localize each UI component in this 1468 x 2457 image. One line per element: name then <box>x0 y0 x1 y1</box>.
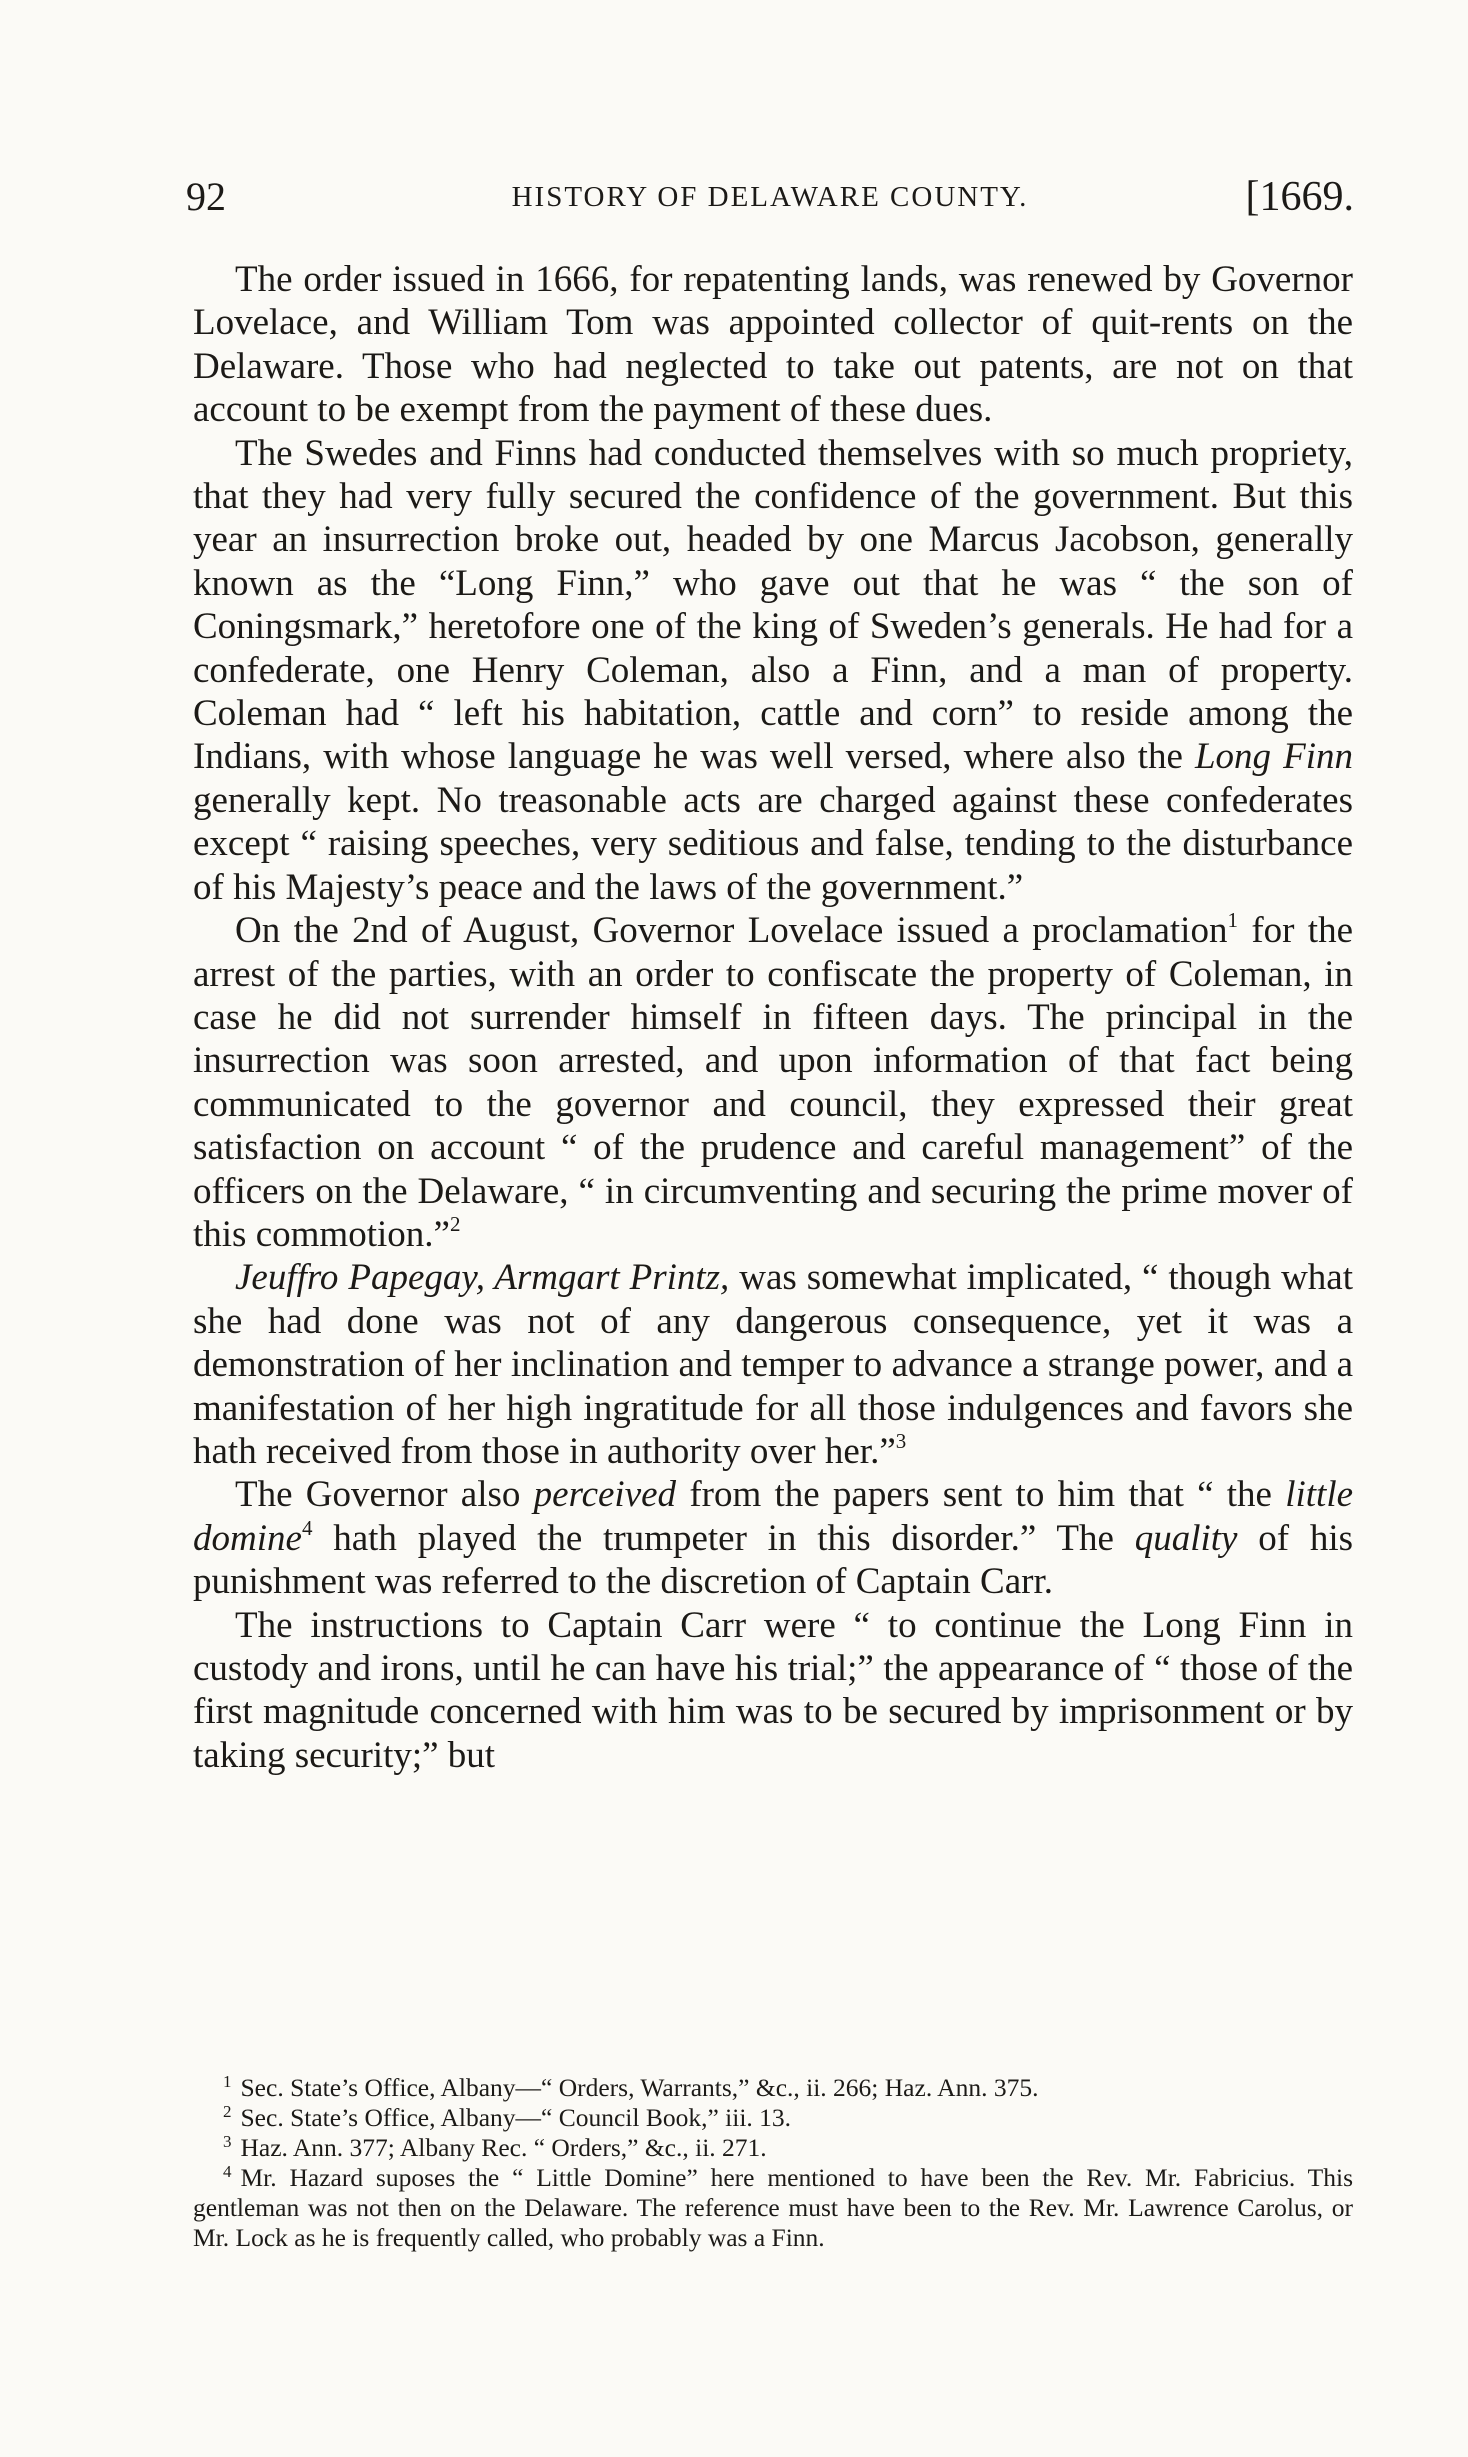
footnote-mark: 1 <box>223 2072 232 2091</box>
paragraph-armgart-printz: Jeuffro Papegay, Armgart Printz, was somewhat implicated, “ though what she had done was not of any dangerous consequence, yet it was a demonstration of her inclination and temper to advance a strange power, and a manifestation of her high ingratitude for all those indulgences and favors she hath received from those in authority over her.”$^3$ <box>193 1257 1353 1472</box>
footnote-ref-1[interactable]: 1 <box>1227 908 1238 933</box>
footnote-mark: 4 <box>223 2162 232 2181</box>
italic-perceived: perceived <box>533 1474 677 1516</box>
footnote-ref-4[interactable]: 4 <box>301 1515 313 1540</box>
italic-long-finn: Long Finn <box>1194 736 1353 778</box>
body-text <box>193 258 1353 1777</box>
footnote: $^4$ Mr. Hazard suposes the “ Little Domine” here mentioned to have been the Rev. Mr. Fabricius. This gentleman was not then on the Delaware. The reference must have been to the Rev. Mr. Lawrence Carolus, or Mr. Lock as he is frequently called, who probably was a Finn. <box>193 2162 1353 2252</box>
paragraph-repatenting: The order issued in 1666, for repatenting lands, was renewed by Governor Lovelace, and William Tom was appointed collector of quit-rents on the Delaware. Those who had neglected to take out patents, are not on that account to be exempt from the payment of these dues. <box>193 259 1353 431</box>
italic-quality: quality <box>1134 1517 1238 1559</box>
page-number: 92 <box>186 174 226 219</box>
paragraph-insurrection: The Swedes and Finns had conducted themselves with so much propriety, that they had very fully secured the confidence of the government. But this year an insurrection broke out, headed by one Marcus Jacobson, generally known as the “Long Finn,” who gave out that he was “ the son of Coningsmark,” heretofore one of the king of Sweden’s generals. He had for a confederate, one Henry Coleman, also a Finn, and a man of property. Coleman had “ left his habitation, cattle and corn” to reside among the Indians, with whose language he was well versed, where also the Long Finn generally kept. No treasonable acts are charged against these confederates except “ raising speeches, very seditious and false, tending to the disturbance of his Majesty’s peace and the laws of the government.” <box>193 432 1353 908</box>
footnote: $^1$ Sec. State’s Office, Albany—“ Orders, Warrants,” &c., ii. 266; Haz. Ann. 375. <box>223 2072 1039 2102</box>
footnote: $^3$ Haz. Ann. 377; Albany Rec. “ Orders,” &c., ii. 271. <box>223 2132 767 2162</box>
italic-little-domine: little domine <box>193 1474 1354 1559</box>
italic-armgart-printz: Jeuffro Papegay, Armgart Printz, <box>235 1257 730 1299</box>
footnote-mark: 3 <box>223 2132 232 2151</box>
paragraph-little-domine: The Governor also perceived from the papers sent to him that “ the little domine$^4$ hath played the trumpeter in this disorder.” The quality of his punishment was referred to the discretion of Captain Carr. <box>193 1474 1354 1603</box>
paragraph-instructions: The instructions to Captain Carr were “ to continue the Long Finn in custody and irons, until he can have his trial;” the appearance of “ those of the first magnitude concerned with him was to be secured by imprisonment or by taking security;” but <box>193 1604 1353 1776</box>
running-header <box>186 172 1354 222</box>
footnote: $^2$ Sec. State’s Office, Albany—“ Council Book,” iii. 13. <box>223 2102 792 2132</box>
footnotes <box>193 2073 1353 2253</box>
paragraph-proclamation: On the 2nd of August, Governor Lovelace issued a proclamation$^1$ for the arrest of the parties, with an order to confiscate the property of Coleman, in case he did not surrender himself in fifteen days. The principal in the insurrection was soon arrested, and upon information of that fact being communicated to the governor and council, they expressed their great satisfaction on account “ of the prudence and careful management” of the officers on the Delaware, “ in circumventing and securing the prime mover of this commotion.”$^2$ <box>193 908 1354 1255</box>
running-title: HISTORY OF DELAWARE COUNTY. <box>511 181 1029 213</box>
footnote-ref-3[interactable]: 3 <box>895 1428 907 1453</box>
header-year: [1669. <box>1245 174 1354 220</box>
footnote-mark: 2 <box>223 2102 232 2121</box>
footnote-ref-2[interactable]: 2 <box>449 1211 461 1236</box>
